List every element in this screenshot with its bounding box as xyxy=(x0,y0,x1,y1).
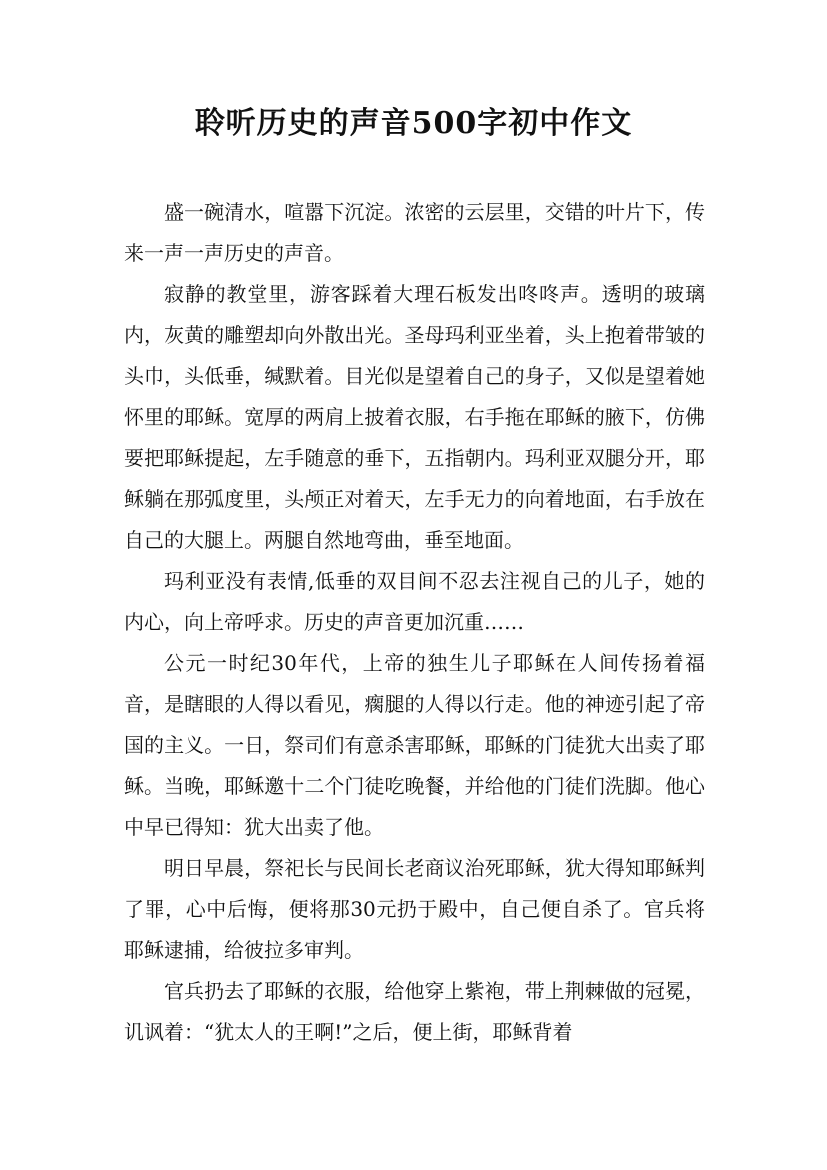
paragraph: 寂静的教堂里，游客踩着大理石板发出咚咚声。透明的玻璃内，灰黄的雕塑却向外散出光。圣母玛利亚坐着，头上抱着带皱的头巾，头低垂，缄默着。目光似是望着自己的身子，又似是望着她怀里的耶稣。宽厚的两肩上披着衣服，右手拖在耶稣的腋下，仿佛要把耶稣提起，左手随意的垂下，五指朝内。玛利亚双腿分开，耶稣躺在那弧度里，头颅正对着天，左手无力的向着地面，右手放在自己的大腿上。两腿自然地弯曲，垂至地面。 xyxy=(124,282,705,552)
document-title: 聆听历史的声音500字初中作文 xyxy=(194,106,633,141)
document-body xyxy=(124,192,705,1053)
paragraph: 盛一碗清水，喧嚣下沉淀。浓密的云层里，交错的叶片下，传来一声一声历史的声音。 xyxy=(124,200,705,265)
paragraph: 官兵扔去了耶稣的衣服，给他穿上紫袍，带上荆棘做的冠冕，讥讽着：“犹太人的王啊!”之后，便上街，耶稣背着 xyxy=(124,979,705,1044)
paragraph: 玛利亚没有表情,低垂的双目间不忍去注视自己的儿子，她的内心，向上帝呼求。历史的声音更加沉重…… xyxy=(124,569,705,634)
paragraph: 明日早晨，祭祀长与民间长老商议治死耶稣，犹大得知耶稣判了罪，心中后悔，便将那30元扔于殿中，自己便自杀了。官兵将耶稣逮捕，给彼拉多审判。 xyxy=(124,856,705,962)
paragraph: 公元一时纪30年代，上帝的独生儿子耶稣在人间传扬着福音，是瞎眼的人得以看见，瘸腿的人得以行走。他的神迹引起了帝国的主义。一日，祭司们有意杀害耶稣，耶稣的门徒犹大出卖了耶稣。当晚，耶稣邀十二个门徒吃晚餐，并给他的门徒们洗脚。他心中早已得知：犹大出卖了他。 xyxy=(124,651,705,839)
